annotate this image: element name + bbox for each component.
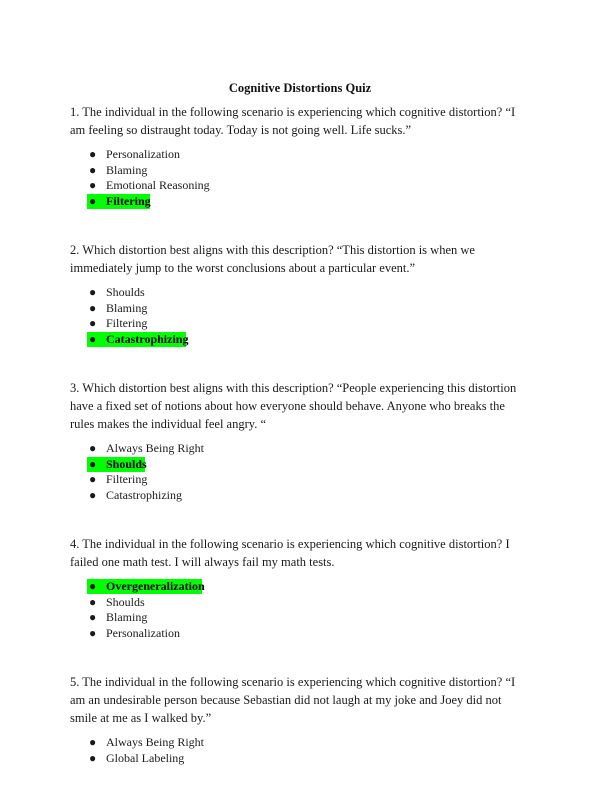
bullet-icon: ● bbox=[89, 456, 97, 471]
bullet-icon: ● bbox=[89, 472, 97, 486]
question-2 bbox=[70, 241, 530, 347]
answer-options bbox=[70, 285, 530, 347]
answer-option[interactable]: ● Personalization bbox=[89, 147, 180, 161]
question-1 bbox=[70, 103, 530, 209]
question-4 bbox=[70, 535, 530, 641]
question-number: 1. bbox=[70, 105, 80, 119]
quiz-document bbox=[70, 80, 530, 766]
answer-option[interactable]: ● Always Being Right bbox=[89, 441, 204, 455]
answer-option-correct[interactable]: ● Shoulds bbox=[89, 456, 147, 471]
answer-option-correct[interactable]: ● Overgeneralization bbox=[89, 579, 205, 593]
bullet-icon: ● bbox=[89, 331, 97, 346]
question-text: Which distortion best aligns with this description? “This distortion is when we immediately jump to the worst conclusions about a particular event.” bbox=[70, 243, 475, 275]
question-text: Which distortion best aligns with this description? “People experiencing this distortion have a fixed set of notions about how everyone should behave. Anyone who breaks the rules makes the individual feel angry. “ bbox=[70, 381, 517, 431]
question-text: The individual in the following scenario is experiencing which cognitive distortion? I failed one math test. I will always fail my math tests. bbox=[70, 537, 510, 569]
answer-option[interactable]: ● Shoulds bbox=[89, 594, 145, 609]
bullet-icon: ● bbox=[89, 316, 97, 330]
bullet-icon: ● bbox=[89, 441, 97, 455]
answer-option-correct[interactable]: ● Filtering bbox=[89, 193, 151, 208]
bullet-icon: ● bbox=[89, 147, 97, 161]
question-number: 4. bbox=[70, 537, 80, 551]
bullet-icon: ● bbox=[89, 610, 97, 624]
bullet-icon: ● bbox=[89, 487, 97, 502]
answer-options bbox=[70, 147, 530, 209]
question-5 bbox=[70, 673, 530, 766]
answer-options bbox=[70, 735, 530, 766]
bullet-icon: ● bbox=[89, 594, 97, 609]
answer-option[interactable]: ● Shoulds bbox=[89, 285, 145, 299]
document-title: Cognitive Distortions Quiz bbox=[228, 81, 372, 95]
answer-option[interactable]: ● Always Being Right bbox=[89, 735, 204, 749]
bullet-icon: ● bbox=[89, 625, 97, 640]
question-text: The individual in the following scenario is experiencing which cognitive distortion? “I am feeling so distraught today. Today is not going well. Life sucks.” bbox=[70, 105, 516, 137]
answer-option[interactable]: ● Emotional Reasoning bbox=[89, 178, 210, 192]
answer-option[interactable]: ● Filtering bbox=[89, 316, 148, 330]
answer-options bbox=[70, 579, 530, 641]
answer-option[interactable]: ● Blaming bbox=[89, 610, 148, 624]
answer-option[interactable]: ● Personalization bbox=[89, 625, 180, 640]
answer-options bbox=[70, 441, 530, 503]
bullet-icon: ● bbox=[89, 300, 97, 315]
question-number: 3. bbox=[70, 381, 80, 395]
bullet-icon: ● bbox=[89, 579, 97, 593]
bullet-icon: ● bbox=[89, 285, 97, 299]
bullet-icon: ● bbox=[89, 162, 97, 177]
question-number: 2. bbox=[70, 243, 80, 257]
answer-option-correct[interactable]: ● Catastrophizing bbox=[89, 331, 189, 346]
bullet-icon: ● bbox=[89, 750, 97, 765]
question-3 bbox=[70, 379, 530, 503]
answer-option[interactable]: ● Blaming bbox=[89, 300, 148, 315]
answer-option[interactable]: ● Global Labeling bbox=[89, 750, 185, 765]
question-number: 5. bbox=[70, 675, 80, 689]
answer-option[interactable]: ● Catastrophizing bbox=[89, 487, 182, 502]
bullet-icon: ● bbox=[89, 178, 97, 192]
bullet-icon: ● bbox=[89, 193, 97, 208]
answer-option[interactable]: ● Filtering bbox=[89, 472, 148, 486]
question-text: The individual in the following scenario is experiencing which cognitive distortion? “I am an undesirable person because Sebastian did not laugh at my joke and Joey did not smile at me as I walked by.” bbox=[70, 675, 516, 725]
answer-option[interactable]: ● Blaming bbox=[89, 162, 148, 177]
bullet-icon: ● bbox=[89, 735, 97, 749]
